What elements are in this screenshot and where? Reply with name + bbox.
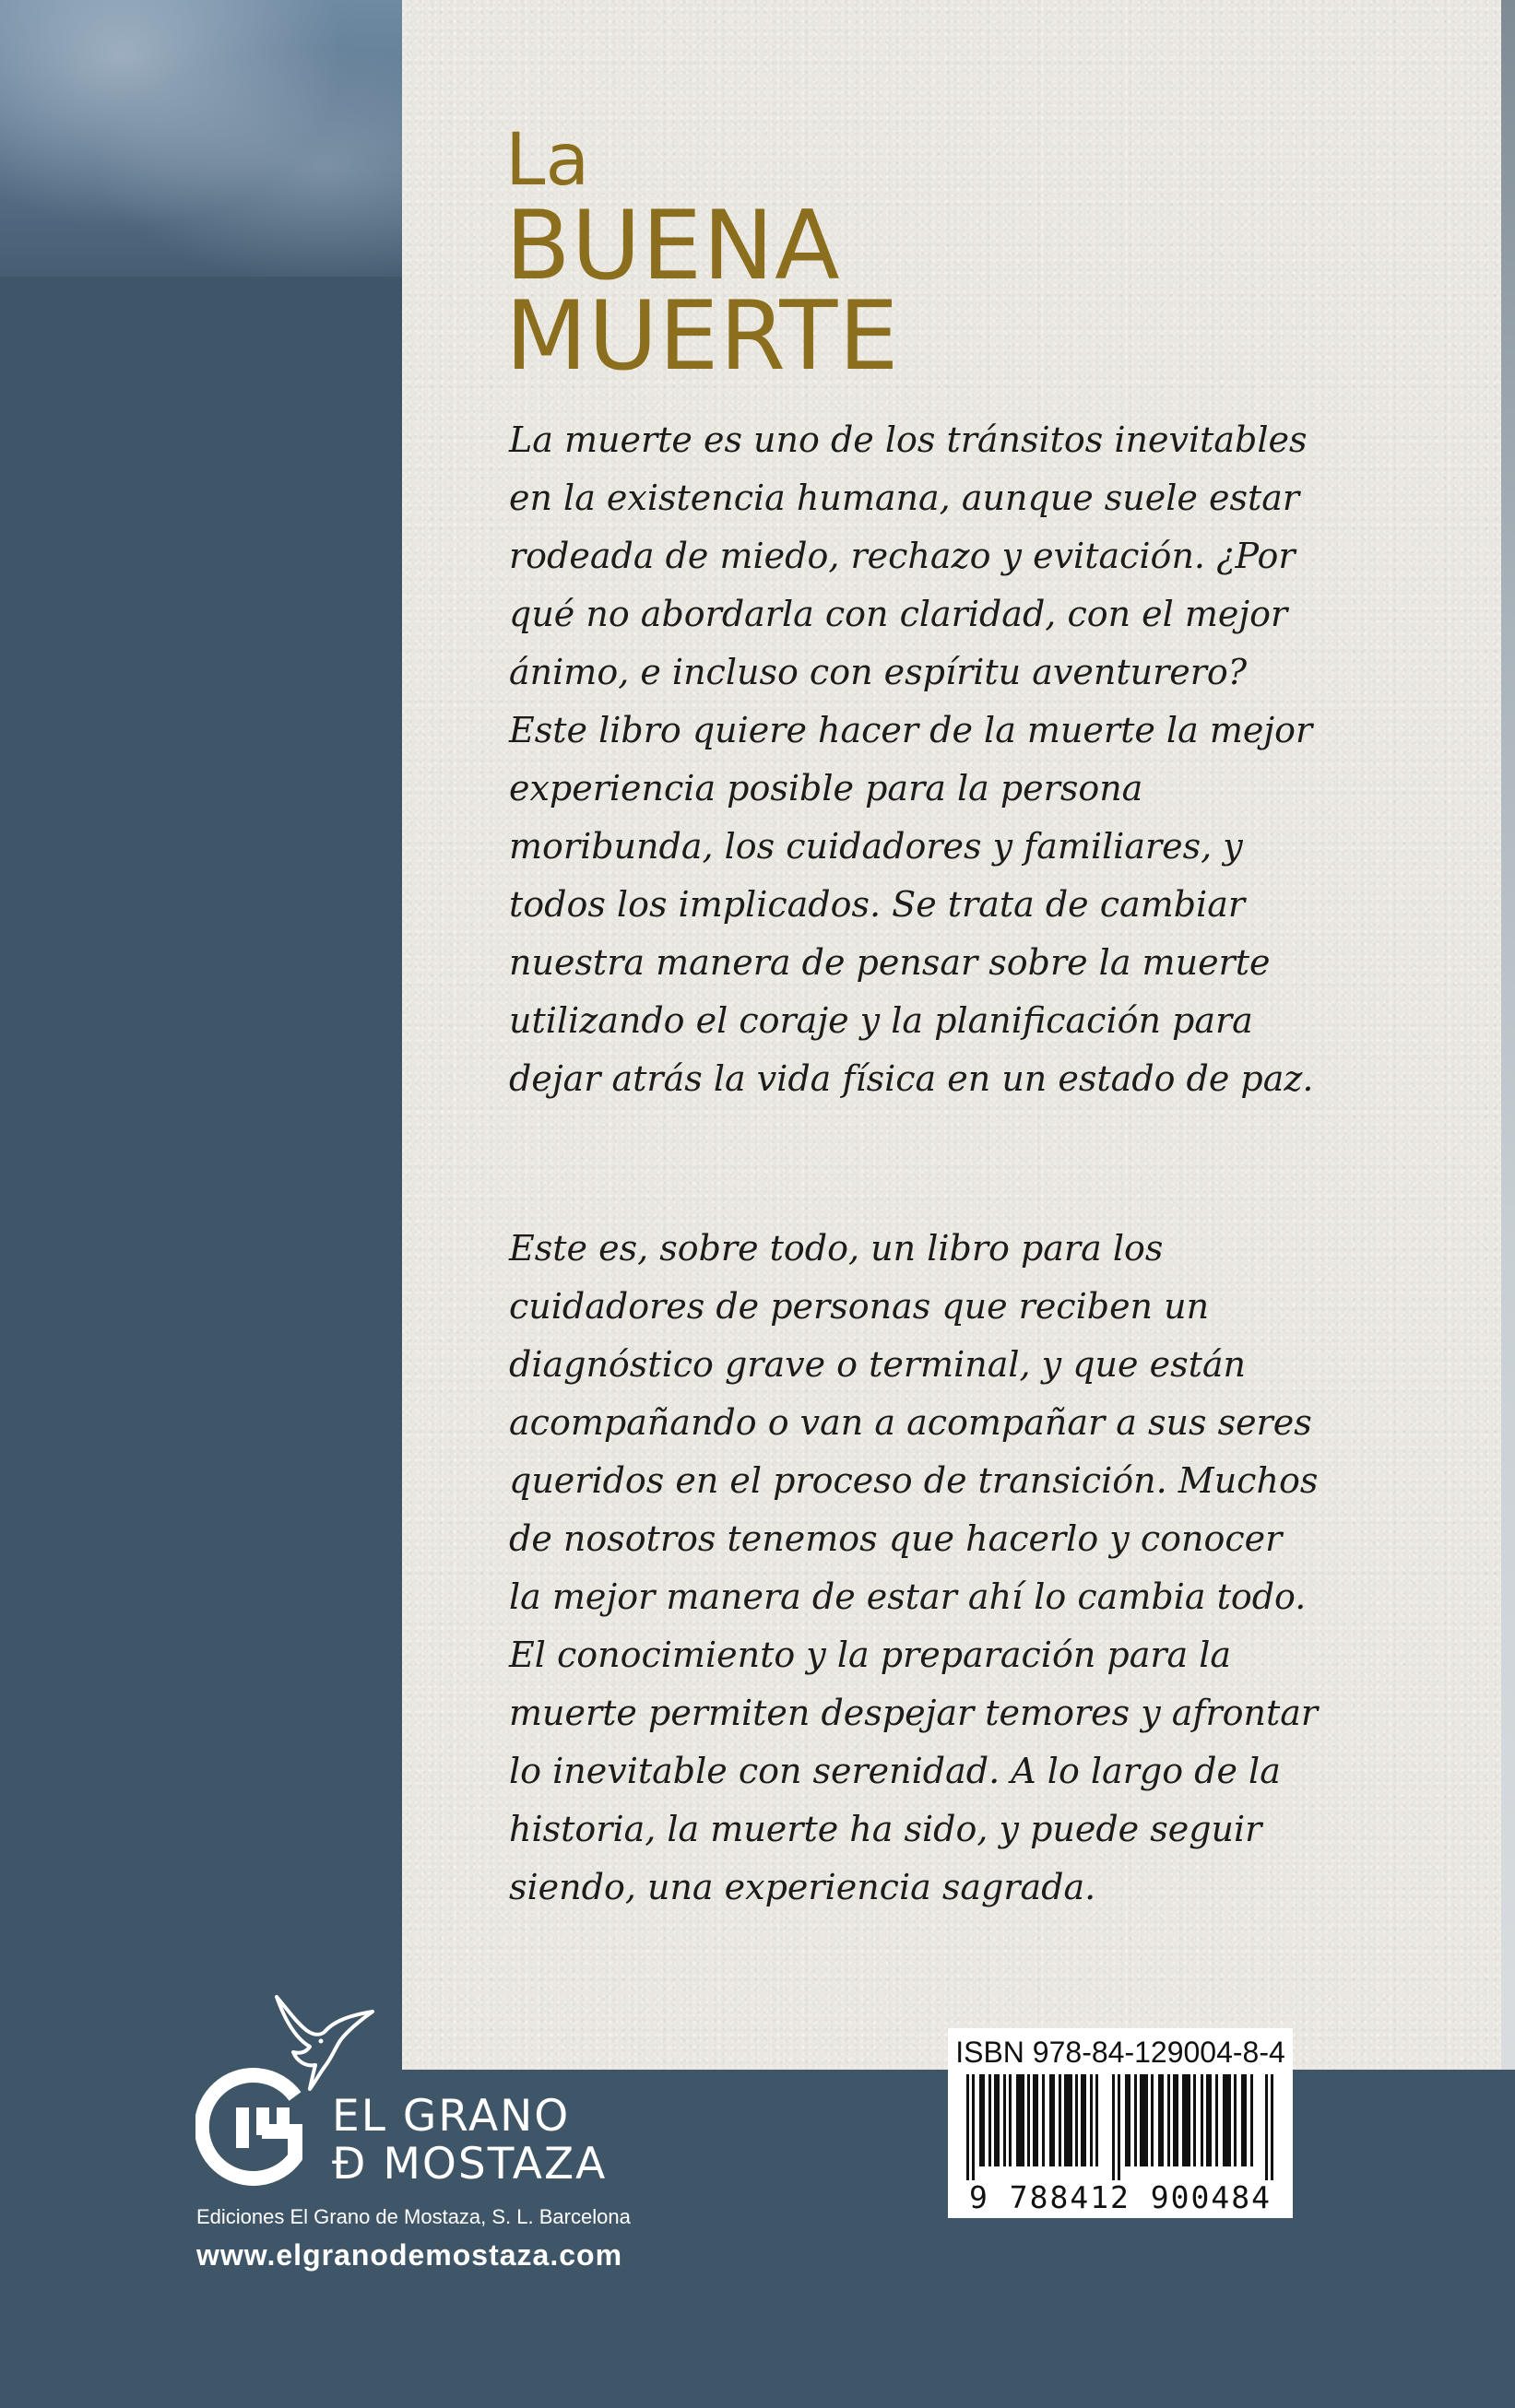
book-title [505, 119, 900, 392]
isbn-label: ISBN 978-84-129004-8-4 [955, 2036, 1285, 2069]
ean-digits: 9 788412 900484 [968, 2179, 1272, 2215]
logo-line-1: EL GRANO [332, 2091, 571, 2142]
publisher-credit: Ediciones El Grano de Mostaza, S. L. Barcelona [196, 2205, 631, 2228]
title-buena: BUENA [505, 191, 841, 301]
title-muerte: MUERTE [505, 281, 900, 392]
sky-photo-strip [0, 0, 406, 277]
publisher-website: www.elgranodemostaza.com [196, 2238, 623, 2272]
barcode-bars [953, 2074, 1287, 2180]
publisher-logo-icon [195, 2065, 315, 2190]
title-la: La [505, 119, 590, 202]
publisher-logo-text [332, 2093, 607, 2189]
isbn-barcode [948, 2028, 1293, 2218]
logo-line-2: Đ MOSTAZA [332, 2139, 608, 2190]
blurb-paragraph-2: Este es, sobre todo, un libro para los cuidadores de personas que reciben un diagnóstico grave o terminal, y que están acompañando o van a acompañar a sus seres queridos en el proceso de transición. Muchos de nosotros tenemos que hacerlo y conocer la mejor manera de estar ahí lo cambia todo. El conocimiento y la preparación para la muerte permiten despejar temores y afrontar lo inevitable con serenidad. A lo largo de la historia, la muerte ha sido, y puede seguir siendo, una experiencia sagrada. [509, 1228, 1319, 1907]
blurb-paragraph-1: La muerte es uno de los tránsitos inevitables en la existencia humana, aunque suele estar rodeada de miedo, rechazo y evitación. ¿Por qué no abordarla con claridad, con el mejor ánimo, e incluso con espíritu aventurero? Este libro quiere hacer de la muerte la mejor experiencia posible para la persona moribunda, los cuidadores y familiares, y todos los implicados. Se trata de cambiar nuestra manera de pensar sobre la muerte utilizando el coraje y la planificación para dejar atrás la vida física en un estado de paz. [509, 419, 1314, 1099]
cover-photo-edge [1501, 0, 1515, 2070]
